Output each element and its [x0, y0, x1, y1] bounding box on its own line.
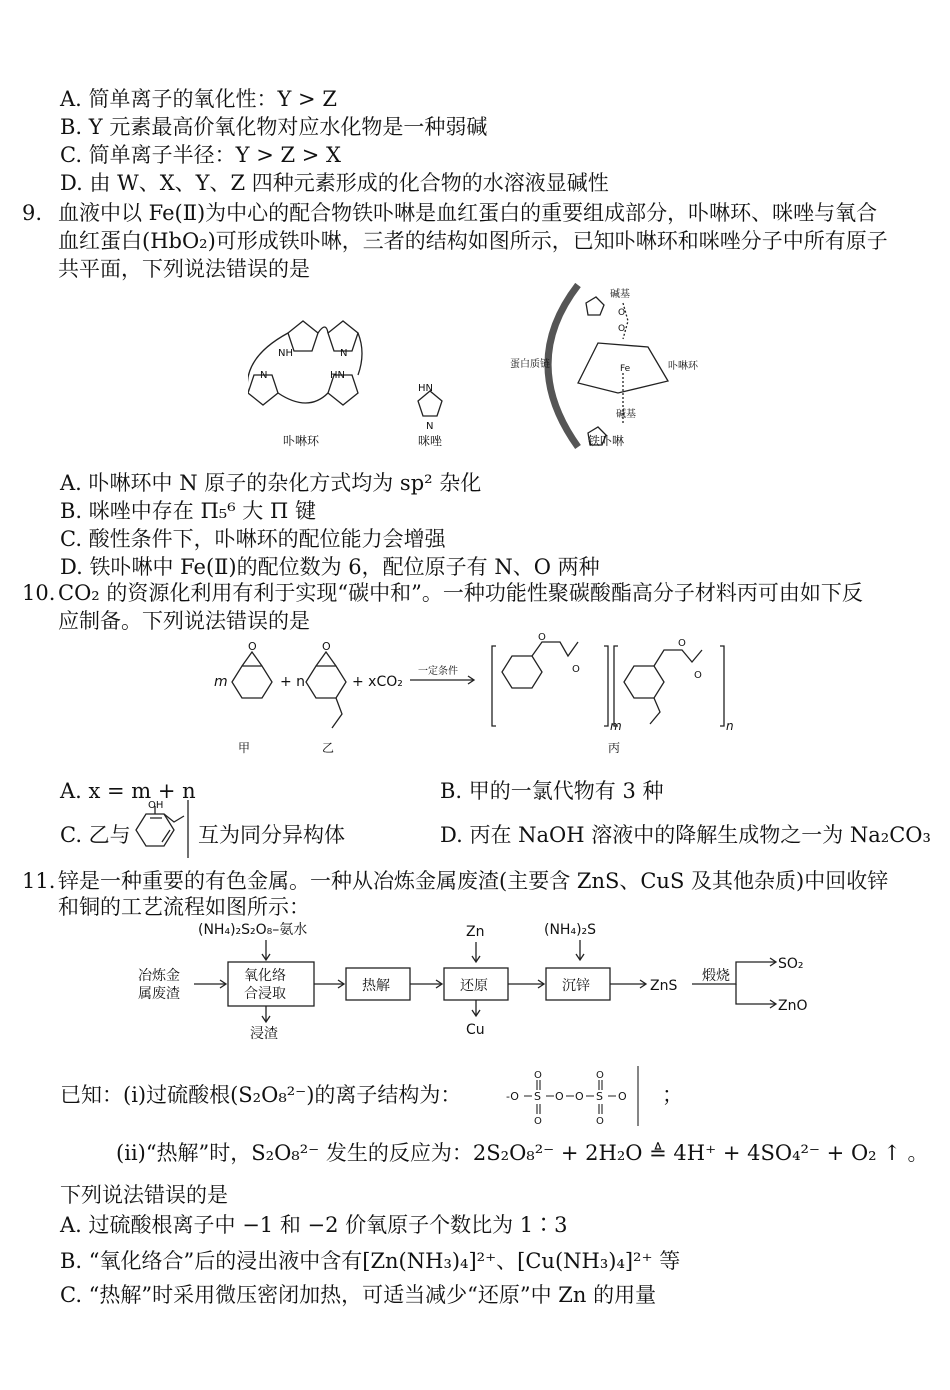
svg-text:ZnS: ZnS	[650, 978, 678, 994]
svg-text:HN: HN	[330, 370, 345, 381]
svg-text:Zn: Zn	[466, 924, 485, 940]
svg-text:S: S	[596, 1090, 603, 1103]
svg-text:热解: 热解	[362, 978, 390, 994]
compound-yi	[306, 666, 346, 698]
jia-label: 甲	[238, 741, 251, 755]
svg-text:O: O	[572, 664, 580, 675]
base-bottom-label: 碱基	[616, 409, 636, 420]
q10-reaction-figure	[212, 632, 742, 758]
svg-text:浸渣: 浸渣	[250, 1026, 278, 1042]
q11-option-a: A. 过硫酸根离子中 −1 和 −2 价氧原子个数比为 1∶3	[60, 1213, 568, 1237]
q10-stem-line1: CO₂ 的资源化利用有利于实现“碳中和”。一种功能性聚碳酸酯高分子材料丙可由如下反	[58, 581, 863, 605]
q11-option-b: B. “氧化络合”后的浸出液中含有[Zn(NH₃)₄]²⁺、[Cu(NH₃)₄]²⁺ 等	[60, 1249, 681, 1273]
svg-text:冶炼金: 冶炼金	[138, 968, 180, 984]
q11-option-c: C. “热解”时采用微压密闭加热，可适当减少“还原”中 Zn 的用量	[60, 1283, 657, 1307]
svg-text:N: N	[340, 348, 348, 359]
svg-text:沉锌: 沉锌	[562, 978, 590, 994]
q9-option-b: B. 咪唑中存在 Π₅⁶ 大 Π 键	[60, 499, 316, 523]
base-top-label: 碱基	[610, 289, 630, 300]
q10-phenol-structure	[130, 800, 194, 858]
q8-option-a: A. 简单离子的氧化性：Y > Z	[60, 87, 337, 111]
svg-text:煅烧: 煅烧	[702, 968, 730, 984]
svg-text:O: O	[555, 1090, 564, 1103]
svg-text:氧化络: 氧化络	[244, 968, 286, 984]
q11-flow-chart	[136, 918, 816, 1044]
q10-option-c-pre: C. 乙与	[60, 823, 131, 847]
svg-text:O: O	[534, 1070, 542, 1081]
persulfate-ion-structure	[506, 1064, 642, 1126]
svg-text:NH: NH	[278, 348, 293, 359]
svg-text:ZnO: ZnO	[778, 998, 808, 1014]
q8-option-c: C. 简单离子半径：Y > Z > X	[60, 143, 341, 167]
svg-text:m: m	[610, 719, 622, 733]
svg-text:-O: -O	[506, 1090, 519, 1103]
svg-text:O: O	[596, 1070, 604, 1081]
q9-option-c: C. 酸性条件下，卟啉环的配位能力会增强	[60, 527, 446, 551]
q9-number: 9.	[22, 201, 43, 225]
svg-text:+ n: + n	[280, 674, 306, 690]
porphyrin-label: 卟啉环	[283, 434, 320, 448]
iron-porphyrin-structure	[548, 285, 668, 447]
svg-text:O: O	[618, 308, 626, 318]
q9-option-a: A. 卟啉环中 N 原子的杂化方式均为 sp² 杂化	[60, 471, 482, 495]
q9-figure	[248, 283, 702, 451]
q11-stem-question: 下列说法错误的是	[60, 1183, 228, 1207]
q9-stem-line1: 血液中以 Fe(Ⅱ)为中心的配合物铁卟啉是血红蛋白的重要组成部分，卟啉环、咪唑与氧合	[58, 201, 878, 225]
svg-text:一定条件: 一定条件	[418, 666, 458, 677]
svg-text:Cu: Cu	[466, 1022, 485, 1038]
q8-option-d: D. 由 W、X、Y、Z 四种元素形成的化合物的水溶液显碱性	[60, 171, 609, 195]
q11-stem-line1: 锌是一种重要的有色金属。一种从冶炼金属废渣(主要含 ZnS、CuS 及其他杂质)中回收锌	[58, 869, 889, 893]
q9-stem-line2: 血红蛋白(HbO₂)可形成铁卟啉，三者的结构如图所示，已知卟啉环和咪唑分子中所有原子	[58, 229, 888, 253]
svg-text:n: n	[726, 719, 734, 733]
svg-text:+ xCO₂: + xCO₂	[352, 674, 403, 690]
svg-text:(NH₄)₂S₂O₈–氨水: (NH₄)₂S₂O₈–氨水	[198, 922, 308, 938]
imidazole-structure	[418, 391, 442, 416]
svg-text:Fe: Fe	[620, 364, 631, 374]
svg-text:N: N	[260, 370, 268, 381]
q11-stem-line2: 和铜的工艺流程如图所示：	[58, 895, 310, 919]
yi-label: 乙	[322, 741, 335, 755]
svg-text:OH: OH	[148, 800, 164, 811]
q8-option-b: B. Y 元素最高价氧化物对应水化物是一种弱碱	[60, 115, 488, 139]
svg-text:O: O	[575, 1090, 584, 1103]
porphyrin-structure	[248, 321, 362, 405]
svg-text:(NH₄)₂S: (NH₄)₂S	[544, 922, 597, 938]
q10-option-d: D. 丙在 NaOH 溶液中的降解生成物之一为 Na₂CO₃	[440, 823, 931, 847]
svg-text:还原: 还原	[460, 978, 488, 994]
svg-text:S: S	[534, 1090, 541, 1103]
svg-text:O: O	[618, 324, 626, 334]
q10-stem-line2: 应制备。下列说法错误的是	[58, 609, 310, 633]
svg-text:O: O	[248, 640, 257, 653]
imidazole-label: 咪唑	[418, 434, 443, 448]
svg-text:属废渣: 属废渣	[138, 986, 180, 1002]
q11-known1: 已知：(ⅰ)过硫酸根(S₂O₈²⁻)的离子结构为：	[60, 1083, 462, 1107]
svg-text:m: m	[214, 674, 228, 690]
q10-option-b: B. 甲的一氯代物有 3 种	[440, 779, 664, 803]
ring-label: 卟啉环	[668, 361, 698, 372]
q9-stem-line3: 共平面，下列说法错误的是	[58, 257, 310, 281]
svg-text:SO₂: SO₂	[778, 956, 804, 972]
svg-text:合浸取: 合浸取	[244, 986, 286, 1002]
svg-text:O: O	[694, 670, 702, 681]
svg-text:O: O	[534, 1116, 542, 1126]
q11-known1-end: ；	[662, 1083, 683, 1107]
q10-option-a: A. x = m + n	[60, 779, 196, 803]
q9-option-d: D. 铁卟啉中 Fe(Ⅱ)的配位数为 6，配位原子有 N、O 两种	[60, 555, 600, 579]
q10-number: 10.	[22, 581, 56, 605]
svg-text:N: N	[426, 421, 434, 432]
iron-porphyrin-label: 铁卟啉	[588, 434, 625, 448]
svg-text:HN: HN	[418, 383, 433, 394]
svg-text:O: O	[596, 1116, 604, 1126]
svg-text:O: O	[538, 632, 546, 643]
protein-chain-label: 蛋白质链	[510, 359, 550, 370]
svg-text:O: O	[322, 640, 331, 653]
bing-label: 丙	[608, 741, 621, 755]
q10-option-c-post: 互为同分异构体	[198, 823, 345, 847]
q11-number: 11.	[22, 869, 56, 893]
svg-text:O: O	[618, 1090, 627, 1103]
compound-jia	[232, 666, 272, 698]
svg-text:O: O	[678, 638, 686, 649]
q11-known2: (ⅱ)“热解”时，S₂O₈²⁻ 发生的反应为：2S₂O₈²⁻ + 2H₂O ≜ 4H⁺ + 4SO₄²⁻ + O₂ ↑ 。	[116, 1141, 929, 1165]
